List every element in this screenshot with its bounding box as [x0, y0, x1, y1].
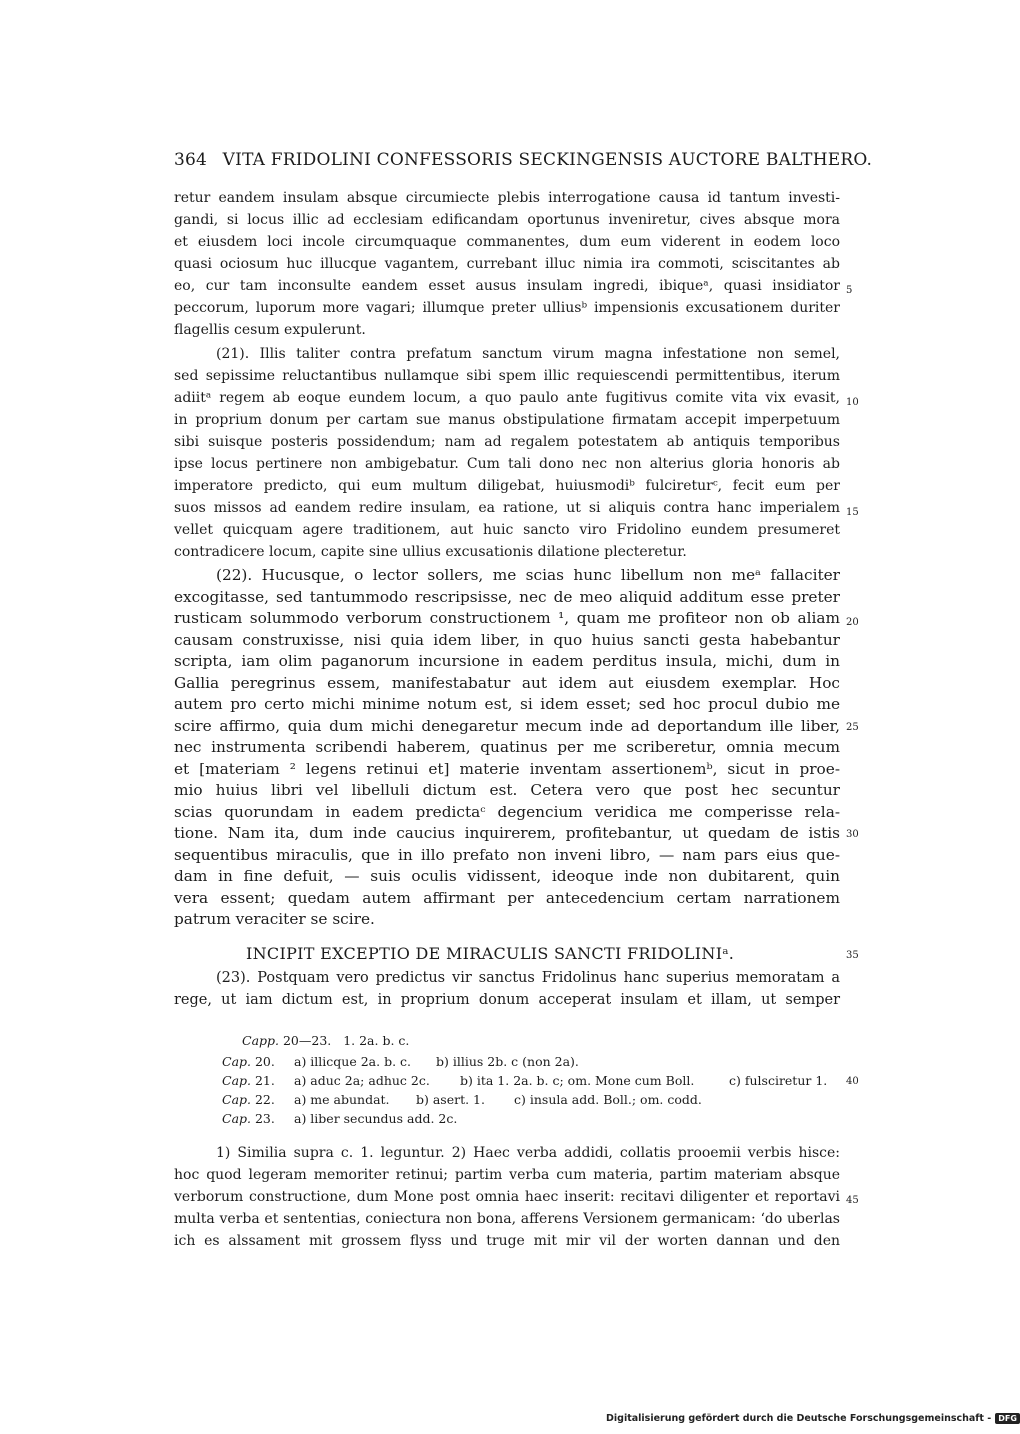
line-number: 40 [846, 1076, 859, 1087]
text-line: scire affirmo, quia dum michi denegaretur mecum inde ad deportandum ille liber, [174, 716, 840, 735]
text-line: tione. Nam ita, dum inde caucius inquirerem, profitebantur, ut quedam de istis [174, 824, 840, 842]
footnote-line: ich es alssament mit grossem flyss und truge mit mir vil der worten dannan und den [174, 1233, 840, 1249]
apparatus-cap-label: Cap. [222, 1054, 251, 1069]
text-line: autem pro certo michi minime notum est, si idem esset; sed hoc procul dubio me [174, 695, 840, 713]
text-line: suos missos ad eandem redire insulam, ea ratione, ut si aliquis contra hanc imperialem [174, 500, 840, 516]
apparatus-cap-number: 20. [254, 1054, 275, 1069]
apparatus-capp-label: Capp. [242, 1033, 279, 1048]
footnote-line: multa verba et sententias, coniectura non bona, afferens Versionem germanicam: ‘do uberlas [174, 1211, 840, 1227]
line-number: 25 [846, 722, 859, 733]
text-line: Gallia peregrinus essem, manifestabatur aut idem aut eiusdem exemplar. Hoc [174, 673, 840, 692]
text-line: (22). Hucusque, o lector sollers, me scias hunc libellum non meᵃ fallaciter [216, 566, 840, 584]
line-number: 20 [846, 617, 859, 628]
section-heading: INCIPIT EXCEPTIO DE MIRACULIS SANCTI FRIDOLINIᵃ. [246, 944, 735, 963]
text-line: ipse locus pertinere non ambigebatur. Cum tali dono nec non alterius gloria honoris ab [174, 456, 840, 472]
apparatus-row [222, 1092, 275, 1107]
text-line: eo, cur tam inconsulte eandem esset ausus insulam ingredi, ibiqueᵃ, quasi insidiator [174, 278, 840, 294]
text-line: sibi suisque posteris possidendum; nam ad regalem potestatem ab antiquis temporibus [174, 434, 840, 450]
apparatus-capp-sigla: 1. 2a. b. c. [343, 1033, 410, 1048]
line-number: 30 [846, 829, 859, 840]
apparatus-note: a) liber secundus add. 2c. [294, 1111, 458, 1126]
text-line: et eiusdem loci incole circumquaque commanentes, dum eum viderent in eodem loco [174, 234, 840, 250]
footnote-line: verborum constructione, dum Mone post omnia haec inserit: recitavi diligenter et reportavi [174, 1189, 840, 1205]
text-line: nec instrumenta scribendi haberem, quatinus per me scriberetur, omnia mecum [174, 738, 840, 756]
text-line: patrum veraciter se scire. [174, 910, 375, 928]
page-number: 364 [174, 150, 208, 170]
text-line: quasi ociosum huc illucque vagantem, currebant illuc nimia ira commoti, sciscitantes ab [174, 256, 840, 272]
line-number: 35 [846, 950, 859, 961]
text-line: (23). Postquam vero predictus vir sanctus Fridolinus hanc superius memoratam a [216, 970, 840, 986]
apparatus-note: a) me abundat. [294, 1092, 390, 1107]
apparatus-row [222, 1111, 275, 1126]
apparatus-note: c) insula add. Boll.; om. codd. [514, 1092, 702, 1107]
text-line: excogitasse, sed tantummodo rescripsisse, nec de meo aliquid additum esse preter [174, 587, 840, 606]
line-number: 45 [846, 1195, 859, 1206]
footer-text: Digitalisierung gefördert durch die Deutsche Forschungsgemeinschaft - [606, 1413, 992, 1424]
text-line: rege, ut iam dictum est, in proprium donum acceperat insulam et illam, ut semper [174, 992, 840, 1008]
text-line: et [materiam ² legens retinui et] materie inventam assertionemᵇ, sicut in proe- [174, 759, 840, 778]
apparatus-note: b) asert. 1. [416, 1092, 485, 1107]
text-line: mio huius libri vel libelluli dictum est. Cetera vero que post hec secuntur [174, 781, 840, 799]
text-line: peccorum, luporum more vagari; illumque preter ulliusᵇ impensionis excusationem duriter [174, 300, 840, 316]
text-line: in proprium donum per cartam sue manus obstipulatione firmatam accepit imperpetuum [174, 412, 840, 428]
text-line: dam in fine defuit, — suis oculis vidissent, ideoque inde non dubitarent, quin [174, 867, 840, 885]
text-line: adiitᵃ regem ab eoque eundem locum, a quo paulo ante fugitivus comite vita vix evasit, [174, 390, 840, 406]
text-line: flagellis cesum expulerunt. [174, 322, 366, 338]
text-line: scripta, iam olim paganorum incursione in eadem perditus insula, michi, dum in [174, 652, 840, 670]
text-line: retur eandem insulam absque circumiecte plebis interrogatione causa id tantum investi- [174, 190, 840, 206]
apparatus-capp-range: 20—23. [282, 1033, 332, 1048]
line-number: 10 [846, 397, 859, 408]
running-title: VITA FRIDOLINI CONFESSORIS SECKINGENSIS AUCTORE BALTHERO. [222, 150, 873, 170]
apparatus-cap-label: Cap. [222, 1092, 251, 1107]
apparatus-cap-number: 23. [254, 1111, 275, 1126]
apparatus-note: b) ita 1. 2a. b. c; om. Mone cum Boll. [460, 1073, 695, 1088]
apparatus-note: b) illius 2b. c (non 2a). [436, 1054, 579, 1069]
apparatus-cap-number: 21. [254, 1073, 275, 1088]
text-line: sed sepissime reluctantibus nullamque sibi spem illic requiescendi permittentibus, iterum [174, 368, 840, 384]
text-line: (21). Illis taliter contra prefatum sanctum virum magna infestatione non semel, [216, 346, 840, 362]
text-line: vera essent; quedam autem affirmant per antecedencium certam narrationem [174, 888, 840, 907]
apparatus-note: a) illicque 2a. b. c. [294, 1054, 411, 1069]
digitization-footer [606, 1413, 1020, 1424]
apparatus-cap-number: 22. [254, 1092, 275, 1107]
text-line: imperatore predicto, qui eum multum diligebat, huiusmodiᵇ fulcireturᶜ, fecit eum per [174, 478, 840, 494]
apparatus-capp-line [242, 1033, 409, 1048]
text-line: sequentibus miraculis, que in illo prefato non inveni libro, — nam pars eius que- [174, 845, 840, 864]
text-line: causam construxisse, nisi quia idem liber, in quo huius sancti gesta habebantur [174, 630, 840, 649]
line-number: 15 [846, 507, 859, 518]
text-line: gandi, si locus illic ad ecclesiam edificandam oportunus inveniretur, cives absque mora [174, 212, 840, 228]
apparatus-cap-label: Cap. [222, 1111, 251, 1126]
running-header [174, 150, 873, 170]
text-line: scias quorundam in eadem predictaᶜ degencium veridica me comperisse rela- [174, 802, 840, 821]
footnote-line: 1) Similia supra c. 1. leguntur. 2) Haec verba addidi, collatis prooemii verbis hisce: [216, 1145, 840, 1161]
apparatus-cap-label: Cap. [222, 1073, 251, 1088]
apparatus-note: a) aduc 2a; adhuc 2c. [294, 1073, 430, 1088]
dfg-logo: DFG [995, 1413, 1020, 1424]
text-line: vellet quicquam agere traditionem, aut huic sancto viro Fridolino eundem presumeret [174, 522, 840, 538]
apparatus-row [222, 1054, 275, 1069]
text-line: contradicere locum, capite sine ullius excusationis dilatione plecteretur. [174, 544, 687, 560]
apparatus-note: c) fulsciretur 1. [729, 1073, 828, 1088]
apparatus-row [222, 1073, 275, 1088]
footnote-line: hoc quod legeram memoriter retinui; partim verba cum materia, partim materiam absque [174, 1167, 840, 1183]
line-number: 5 [846, 285, 853, 296]
text-line: rusticam solummodo verborum constructionem ¹, quam me profiteor non ob aliam [174, 609, 840, 627]
